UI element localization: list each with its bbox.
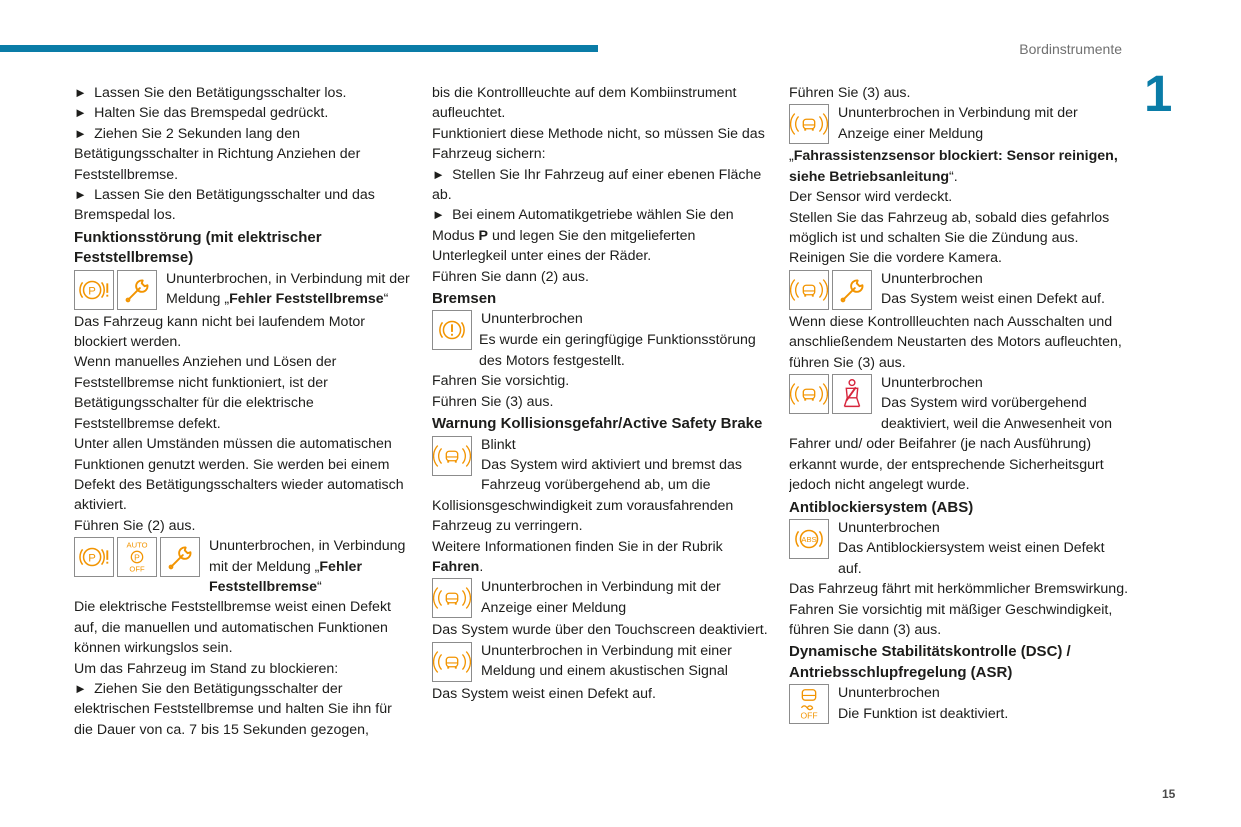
paragraph: Funktioniert diese Methode nicht, so müssen Sie das Fahrzeug sichern: <box>432 125 765 163</box>
indicator-icons <box>432 436 475 478</box>
indicator-icons <box>789 270 875 312</box>
collision-warning-icon <box>432 642 472 682</box>
indicator-description: Blinkt <box>481 436 516 453</box>
indicator-description: Ununterbrochen in Verbindung mit einer Meldung und einem akustischen Signal <box>481 642 732 680</box>
collision-warning-icon <box>789 270 829 310</box>
abs-label: ABS <box>801 534 817 544</box>
indicator-detail: Das System wird vorübergehend deaktiviert, weil die Anwesenheit von Fahrer und/ oder Beifahrer (je nach Ausführung) erkannt wurde, der entsprechende Sicherheitsgurt jedoch nicht angelegt wurde. <box>789 395 1113 494</box>
paragraph: Führen Sie (2) aus. <box>74 517 196 534</box>
column-right <box>789 83 1129 726</box>
indicator-icons <box>74 270 160 312</box>
indicator-icons <box>789 684 832 726</box>
paragraph: Es wurde ein geringfügige Funktionsstörung des Motors festgestellt. <box>479 332 756 369</box>
column-left <box>74 83 414 740</box>
svg-text:P: P <box>88 552 96 565</box>
paragraph: Das Fahrzeug fährt mit herkömmlicher Bremswirkung. <box>789 581 1129 598</box>
instruction-step: ► Lassen Sie den Betätigungsschalter los. <box>74 83 414 103</box>
wrench-service-icon <box>832 270 872 310</box>
indicator-description: Ununterbrochen, in Verbindung mit der Meldung „ <box>166 270 410 308</box>
quote-mark: “. <box>949 168 958 185</box>
heading-abs: Antiblockiersystem (ABS) <box>789 498 974 516</box>
header-accent-bar <box>0 45 598 52</box>
instruction-step: ► Lassen Sie den Betätigungsschalter und das Bremspedal los. <box>74 185 414 226</box>
column-middle <box>432 83 772 704</box>
collision-warning-icon <box>432 436 472 476</box>
paragraph: bis die Kontrollleuchte auf dem Kombiinstrument aufleuchtet. <box>432 85 737 122</box>
abs-icon <box>789 519 829 559</box>
instruction-step <box>432 205 772 266</box>
paragraph <box>432 537 772 578</box>
paragraph: Führen Sie (3) aus. <box>789 85 911 101</box>
auto-label: AUTO <box>126 540 148 550</box>
message-text: Fehler Feststellbremse <box>209 558 362 595</box>
paragraph: Das System wurde über den Touchscreen deaktiviert. <box>432 622 768 639</box>
heading-collision-warning: Warnung Kollisionsgefahr/Active Safety Brake <box>432 415 763 433</box>
indicator-row <box>789 103 1129 146</box>
instruction-step: ► Ziehen Sie den Betätigungsschalter der elektrischen Feststellbremse und halten Sie ihn für die Dauer von ca. 7 bis 15 Sekunden gezogen, <box>74 679 414 740</box>
chapter-number: 1 <box>1144 65 1173 122</box>
collision-warning-icon <box>432 578 472 618</box>
indicator-detail: Das System wird aktiviert und bremst das Fahrzeug vorübergehend ab, um die Kollisionsgeschwindigkeit zum vorausfahrenden Fahrzeug zu verringern. <box>432 456 742 535</box>
paragraph: Der Sensor wird verdeckt. <box>789 189 953 206</box>
paragraph: Das Fahrzeug kann nicht bei laufendem Motor blockiert werden. <box>74 313 366 351</box>
indicator-row <box>789 683 1129 726</box>
off-label: OFF <box>800 710 818 721</box>
quote-mark: “ <box>383 291 389 308</box>
message-text: Fehler Feststellbremse <box>229 291 384 308</box>
indicator-description: Ununterbrochen in Verbindung mit der Anzeige einer Meldung <box>838 105 1078 142</box>
gear-mode: P <box>478 227 488 244</box>
period: . <box>479 558 484 575</box>
indicator-icons <box>789 374 875 416</box>
collision-warning-icon <box>789 104 829 144</box>
indicator-icons <box>789 104 832 146</box>
instruction-step: ► Halten Sie das Bremspedal gedrückt. <box>74 103 414 123</box>
paragraph: Das System weist einen Defekt auf. <box>432 685 656 702</box>
indicator-icons <box>789 519 832 561</box>
step-text: und legen Sie den mitgelieferten Unterlegkeil unter eines der Räder. <box>432 227 696 265</box>
indicator-description: Ununterbrochen <box>881 375 983 392</box>
quote-mark: „ <box>789 148 794 165</box>
parking-brake-fault-icon <box>74 537 114 577</box>
wrench-service-icon <box>117 270 157 310</box>
paragraph: Führen Sie (3) aus. <box>432 393 554 410</box>
indicator-detail: Das Antiblockiersystem weist einen Defekt auf. <box>838 540 1105 577</box>
indicator-row <box>74 269 414 312</box>
collision-warning-icon <box>789 374 829 414</box>
indicator-row <box>74 536 414 597</box>
indicator-detail: Das System weist einen Defekt auf. <box>881 291 1105 308</box>
paragraph: Reinigen Sie die vordere Kamera. <box>789 250 1002 267</box>
indicator-description: Ununterbrochen <box>881 270 983 287</box>
indicator-row <box>789 518 1129 579</box>
brake-warning-icon <box>432 310 472 350</box>
heading-parking-brake-fault: Funktionsstörung (mit elektrischer Feststellbremse) <box>74 228 322 267</box>
wrench-service-icon <box>160 537 200 577</box>
page-number: 15 <box>1162 787 1176 801</box>
paragraph: Die elektrische Feststellbremse weist einen Defekt auf, die manuellen und automatischen Funktionen können wirkungslos sein. <box>74 599 391 657</box>
heading-brakes: Bremsen <box>432 290 497 308</box>
message-text: Fahrassistenzsensor blockiert: Sensor reinigen, siehe Betriebsanleitung <box>789 148 1118 185</box>
paragraph: Unter allen Umständen müssen die automatischen Funktionen genutzt werden. Sie werden bei einem Defekt des Betätigungsschalters wieder automatisch aktiviert. <box>74 436 404 514</box>
reference-section: Fahren <box>432 558 480 575</box>
indicator-description: Ununterbrochen <box>481 311 583 328</box>
paragraph: Wenn manuelles Anziehen und Lösen der Feststellbremse nicht funktioniert, ist der Betätigungsschalter für die elektrische Feststellbremse defekt. <box>74 354 337 432</box>
paragraph: Fahren Sie vorsichtig. <box>432 373 570 390</box>
section-title: Bordinstrumente <box>1019 41 1122 57</box>
paragraph: Stellen Sie das Fahrzeug ab, sobald dies gefahrlos möglich ist und schalten Sie die Zündung aus. <box>789 209 1110 247</box>
step-text: Bei einem Automatikgetriebe wählen Sie den Modus <box>432 207 734 244</box>
indicator-description: Ununterbrochen <box>838 519 940 536</box>
indicator-icons <box>74 537 203 579</box>
indicator-description: Ununterbrochen, in Verbindung mit der Meldung „ <box>209 538 406 575</box>
indicator-row <box>789 269 1129 312</box>
svg-text:P: P <box>88 284 96 297</box>
instruction-step: ► Ziehen Sie 2 Sekunden lang den Betätigungsschalter in Richtung Anziehen der Feststellbremse. <box>74 124 414 185</box>
message-paragraph <box>789 146 1129 187</box>
paragraph: Um das Fahrzeug im Stand zu blockieren: <box>74 660 339 677</box>
dsc-off-icon <box>789 684 829 724</box>
indicator-row <box>789 373 1129 495</box>
reference-text: Weitere Informationen finden Sie in der Rubrik <box>432 538 723 555</box>
heading-dsc-asr: Dynamische Stabilitätskontrolle (DSC) / Antriebsschlupfregelung (ASR) <box>789 643 1071 681</box>
paragraph: Wenn diese Kontrollleuchten nach Ausschalten und anschließendem Neustarten des Motors aufleuchten, führen Sie (3) aus. <box>789 313 1122 371</box>
indicator-icons <box>432 310 475 352</box>
indicator-description: Ununterbrochen in Verbindung mit der Anzeige einer Meldung <box>481 579 721 616</box>
indicator-row <box>432 577 772 620</box>
indicator-row <box>432 641 772 684</box>
paragraph: Führen Sie dann (2) aus. <box>432 268 589 285</box>
auto-off-icon <box>117 537 157 577</box>
parking-brake-fault-icon <box>74 270 114 310</box>
off-label: OFF <box>129 564 145 574</box>
svg-text:P: P <box>134 552 140 563</box>
quote-mark: “ <box>317 578 322 595</box>
indicator-description: Ununterbrochen <box>838 685 940 702</box>
indicator-icons <box>432 578 475 620</box>
indicator-detail: Die Funktion ist deaktiviert. <box>838 705 1009 722</box>
instruction-step: ► Stellen Sie Ihr Fahrzeug auf einer ebenen Fläche ab. <box>432 165 772 206</box>
indicator-row <box>432 435 772 537</box>
seatbelt-icon <box>832 374 872 414</box>
paragraph: Fahren Sie vorsichtig mit mäßiger Geschwindigkeit, führen Sie dann (3) aus. <box>789 601 1113 638</box>
indicator-icons <box>432 642 475 684</box>
